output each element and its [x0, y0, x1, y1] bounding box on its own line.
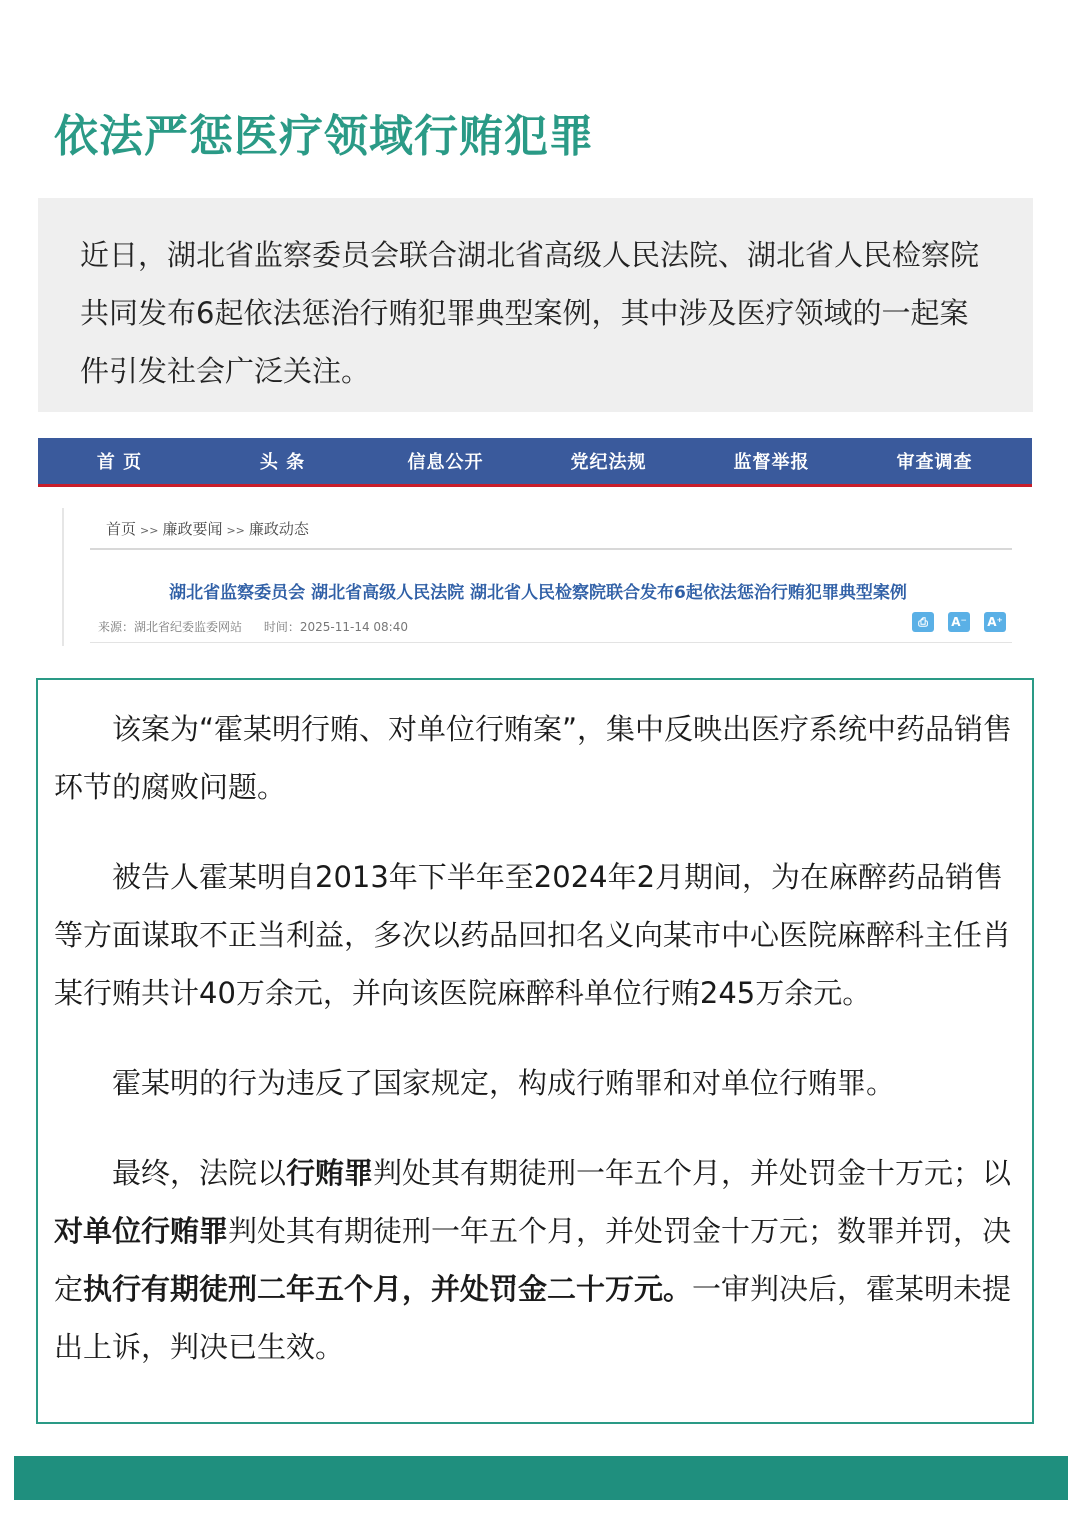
intro-box	[38, 198, 1033, 412]
divider	[90, 548, 1012, 550]
nav-bar	[38, 438, 1032, 487]
article-time: 时间：2025-11-14 08:40	[263, 620, 408, 634]
breadcrumb-home[interactable]: 首页	[106, 520, 137, 538]
font-decrease-icon[interactable]: A⁻	[948, 612, 970, 632]
footer-bar	[14, 1456, 1068, 1500]
article-header	[62, 508, 1012, 646]
nav-item-headlines[interactable]: 头 条	[259, 452, 306, 473]
nav-item-regulations[interactable]: 党纪法规	[570, 452, 647, 473]
paragraph-1: 该案为“霍某明行贿、对单位行贿案”，集中反映出医疗系统中药品销售环节的腐败问题。	[54, 712, 1013, 804]
case-content-box	[36, 678, 1034, 1424]
divider	[90, 642, 1012, 643]
breadcrumb-sep: >>	[140, 524, 159, 537]
article-source: 来源：湖北省纪委监委网站	[98, 620, 243, 634]
nav-item-investigation[interactable]: 审查调查	[896, 452, 973, 473]
article-meta	[98, 618, 408, 635]
breadcrumb-news[interactable]: 廉政要闻	[162, 520, 223, 538]
paragraph-4	[54, 1144, 1018, 1376]
bold-text: 行贿罪	[286, 1156, 374, 1190]
breadcrumb	[106, 518, 309, 539]
article-title: 湖北省监察委员会 湖北省高级人民法院 湖北省人民检察院联合发布6起依法惩治行贿犯罪典型案例	[169, 583, 907, 603]
breadcrumb-sep: >>	[226, 524, 245, 537]
print-icon[interactable]: ⎙	[912, 612, 934, 632]
nav-item-home[interactable]: 首 页	[96, 452, 143, 473]
text-run: 一审判决后，霍某明未提出上诉，判决已生效。	[54, 1272, 1012, 1364]
text-run: 最终，法院以	[112, 1156, 287, 1190]
text-run: 判处其有期徒刑一年五个月，并处罚金十万元；以	[373, 1156, 1012, 1190]
page-title: 依法严惩医疗领域行贿犯罪	[54, 111, 594, 162]
font-increase-icon[interactable]: A⁺	[984, 612, 1006, 632]
bold-text: 对单位行贿罪	[54, 1214, 229, 1248]
nav-item-report[interactable]: 监督举报	[733, 452, 810, 473]
breadcrumb-dynamics[interactable]: 廉政动态	[248, 520, 309, 538]
bold-text: 执行有期徒刑二年五个月，并处罚金二十万元。	[83, 1272, 693, 1306]
paragraph-2: 被告人霍某明自2013年下半年至2024年2月期间，为在麻醉药品销售等方面谋取不正当利益，多次以药品回扣名义向某市中心医院麻醉科主任肖某行贿共计40万余元，并向该医院麻醉科单位行贿245万余元。	[54, 860, 1012, 1010]
intro-text: 近日，湖北省监察委员会联合湖北省高级人民法院、湖北省人民检察院共同发布6起依法惩治行贿犯罪典型案例，其中涉及医疗领域的一起案件引发社会广泛关注。	[80, 238, 980, 388]
paragraph-3: 霍某明的行为违反了国家规定，构成行贿罪和对单位行贿罪。	[112, 1066, 896, 1100]
article-tools	[912, 612, 1006, 632]
embedded-screenshot	[38, 438, 1032, 654]
text-run: 判处其有期徒刑一年五个月，并处罚金十万元；数罪并罚，决定	[54, 1214, 1012, 1306]
nav-item-info[interactable]: 信息公开	[407, 452, 484, 473]
